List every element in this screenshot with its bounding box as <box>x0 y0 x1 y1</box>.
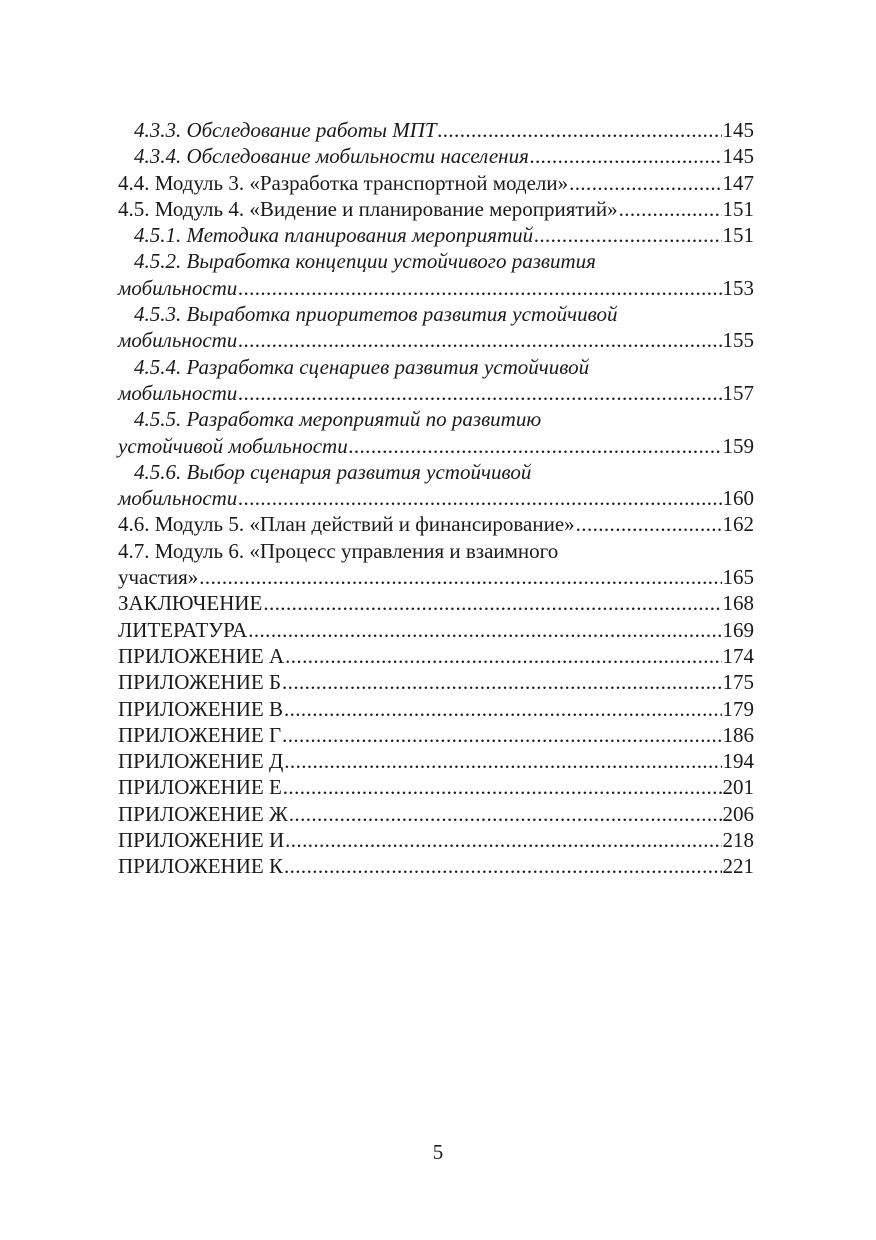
toc-entry-page: 179 <box>722 696 754 721</box>
toc-entry-title: ПРИЛОЖЕНИЕ Ж <box>118 801 288 826</box>
toc-leader-dots <box>285 827 721 853</box>
toc-entry <box>118 485 754 511</box>
toc-entry-title-line1: 4.5.5. Разработка мероприятий по развитию <box>134 407 542 432</box>
toc-entry-title: ПРИЛОЖЕНИЕ Г <box>118 722 282 747</box>
toc-leader-dots <box>282 669 721 695</box>
toc-entry-title-line2: мобильности <box>118 275 238 300</box>
toc-leader-dots <box>285 643 721 669</box>
toc-entry-title: ЛИТЕРАТУРА <box>118 617 248 642</box>
toc-leader-dots <box>289 801 722 827</box>
toc-entry <box>118 774 754 800</box>
toc-entry-page: 174 <box>722 643 754 668</box>
toc-entry <box>118 511 754 537</box>
toc-entry-title: ПРИЛОЖЕНИЕ К <box>118 854 283 879</box>
toc-entry-title-line1: 4.5.6. Выбор сценария развития устойчивой <box>134 459 532 484</box>
toc-leader-dots <box>284 748 721 774</box>
toc-entry-title: ПРИЛОЖЕНИЕ И <box>118 828 285 853</box>
toc-entry-title: ПРИЛОЖЕНИЕ Д <box>118 749 284 774</box>
toc-leader-dots <box>530 143 722 169</box>
toc-leader-dots <box>238 275 721 301</box>
toc-entry-title-line2: мобильности <box>118 328 238 353</box>
toc-entry <box>118 696 754 722</box>
toc-entry <box>118 222 754 248</box>
toc-leader-dots <box>534 222 721 248</box>
toc-entry <box>118 196 754 222</box>
toc-entry <box>118 617 754 643</box>
toc-entry <box>118 669 754 695</box>
toc-entry-page: 147 <box>722 170 754 195</box>
toc-entry-title: ПРИЛОЖЕНИЕ Е <box>118 775 282 800</box>
toc-entry-page: 157 <box>722 380 754 405</box>
toc-entry-title: ПРИЛОЖЕНИЕ В <box>118 696 283 721</box>
toc-leader-dots <box>438 117 722 143</box>
toc-entry-page: 145 <box>722 144 754 169</box>
toc-entry <box>118 590 754 616</box>
toc-entry-title: 4.3.3. Обследование работы МПТ <box>134 118 437 142</box>
toc-entry-title: 4.5.1. Методика планирования мероприятий <box>134 223 534 248</box>
table-of-contents <box>118 117 754 880</box>
toc-entry <box>118 722 754 748</box>
toc-leader-dots <box>619 196 722 222</box>
toc-entry <box>118 748 754 774</box>
toc-leader-dots <box>576 511 722 537</box>
toc-leader-dots <box>349 433 722 459</box>
toc-entry <box>118 380 754 406</box>
toc-entry-title-line1: 4.5.4. Разработка сценариев развития устойчивой <box>134 354 590 379</box>
toc-entry <box>118 801 754 827</box>
toc-entry-page: 186 <box>722 722 754 747</box>
toc-leader-dots <box>284 853 722 879</box>
toc-entry-title-line2: мобильности <box>118 380 238 405</box>
toc-leader-dots <box>283 774 722 800</box>
toc-entry <box>118 327 754 353</box>
toc-entry-title: 4.4. Модуль 3. «Разработка транспортной модели» <box>118 170 569 195</box>
toc-entry-page: 168 <box>722 591 754 616</box>
toc-entry-page: 221 <box>722 854 754 879</box>
toc-entry-page: 169 <box>722 617 754 642</box>
toc-entry-title-line1: 4.5.2. Выработка концепции устойчивого развития <box>134 249 596 274</box>
toc-entry-title-line2: устойчивой мобильности <box>118 433 348 458</box>
toc-entry-page: 194 <box>722 749 754 774</box>
toc-entry <box>118 275 754 301</box>
toc-entry-page: 160 <box>722 486 754 511</box>
page-number: 5 <box>432 1140 444 1164</box>
toc-entry <box>118 827 754 853</box>
toc-leader-dots <box>263 590 721 616</box>
toc-entry-page: 151 <box>722 196 754 221</box>
toc-entry-title: 4.5. Модуль 4. «Видение и планирование мероприятий» <box>118 196 618 221</box>
toc-leader-dots <box>238 327 721 353</box>
toc-leader-dots <box>199 564 721 590</box>
toc-entry <box>118 643 754 669</box>
toc-entry-page: 153 <box>722 275 754 300</box>
toc-entry-page: 165 <box>722 565 754 590</box>
toc-leader-dots <box>248 617 721 643</box>
toc-leader-dots <box>284 696 722 722</box>
toc-entry <box>118 853 754 879</box>
toc-entry <box>118 143 754 169</box>
toc-entry-page: 206 <box>722 801 754 826</box>
toc-entry-title: 4.3.4. Обследование мобильности населения <box>134 144 529 169</box>
toc-leader-dots <box>569 170 721 196</box>
toc-leader-dots <box>238 380 721 406</box>
toc-entry <box>118 433 754 459</box>
toc-entry-page: 201 <box>722 775 754 800</box>
toc-entry-title: ПРИЛОЖЕНИЕ Б <box>118 670 282 695</box>
toc-entry-page: 175 <box>722 670 754 695</box>
toc-entry-title: ПРИЛОЖЕНИЕ А <box>118 643 285 668</box>
toc-entry-page: 162 <box>722 512 754 537</box>
toc-entry <box>118 117 754 143</box>
toc-entry-page: 218 <box>722 828 754 853</box>
toc-entry <box>118 170 754 196</box>
toc-leader-dots <box>238 485 721 511</box>
toc-entry-title: ЗАКЛЮЧЕНИЕ <box>118 591 263 616</box>
toc-entry-page: 159 <box>722 433 754 458</box>
toc-entry-title: 4.6. Модуль 5. «План действий и финансирование» <box>118 512 575 537</box>
toc-entry-title-line1: 4.5.3. Выработка приоритетов развития устойчивой <box>134 302 618 327</box>
toc-entry-title-line2: мобильности <box>118 486 238 511</box>
toc-entry-title-line1: 4.7. Модуль 6. «Процесс управления и взаимного <box>118 538 559 563</box>
toc-leader-dots <box>282 722 721 748</box>
toc-entry-title-line2: участия» <box>118 565 199 590</box>
toc-entry-page: 155 <box>722 328 754 353</box>
toc-entry-page: 151 <box>722 223 754 248</box>
toc-entry <box>118 564 754 590</box>
toc-entry-page: 145 <box>722 118 754 142</box>
